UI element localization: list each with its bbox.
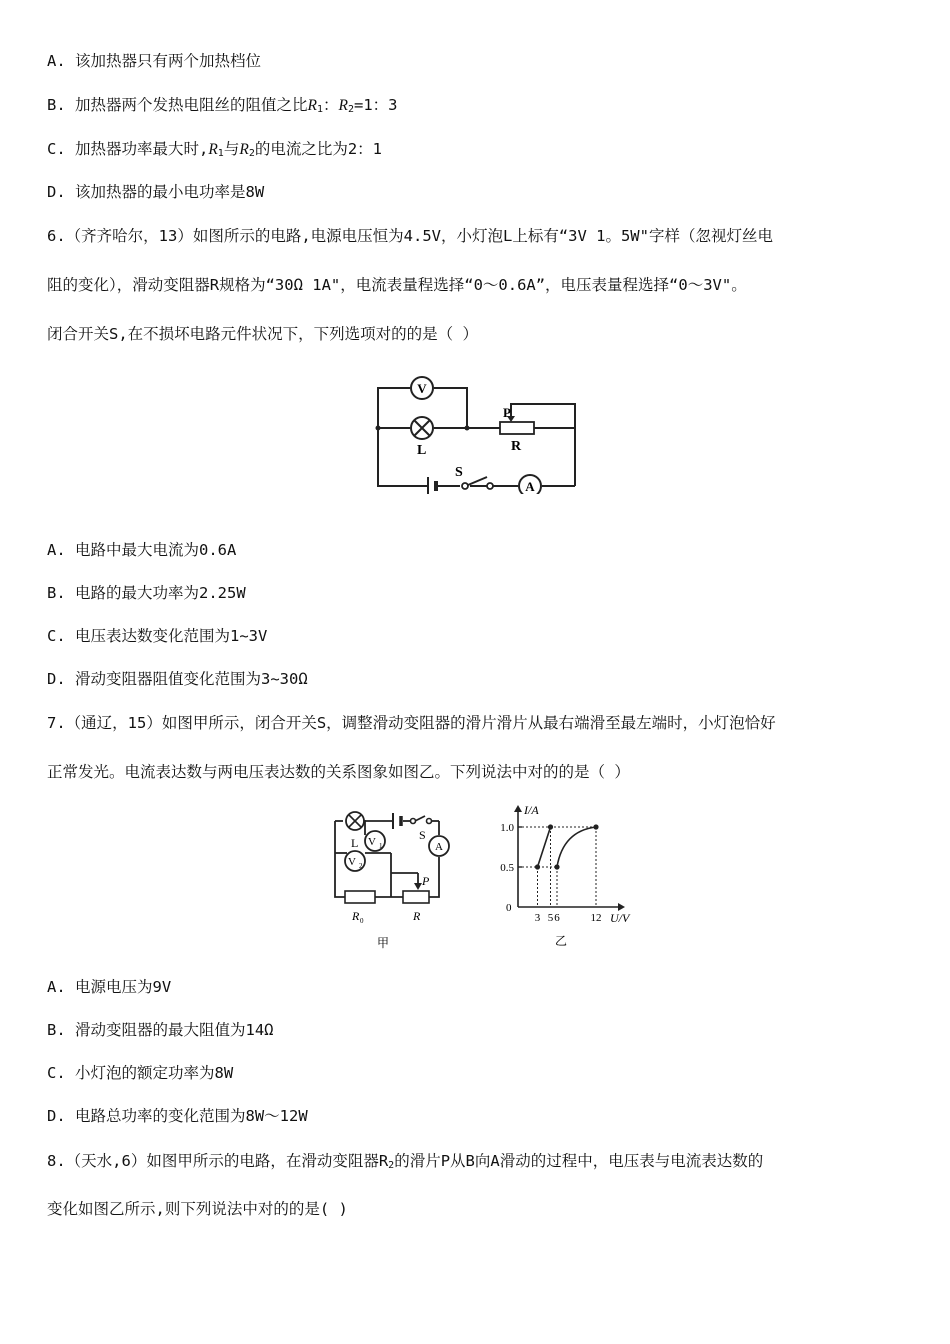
q5-c-and: 与 bbox=[223, 140, 240, 158]
q7-switch-label: S bbox=[419, 828, 426, 842]
q7-v1-label: V bbox=[368, 836, 376, 848]
q7-graph-point bbox=[593, 824, 598, 829]
q7-option-c: C. 小灯泡的额定功率为8W bbox=[47, 1064, 234, 1082]
q6-slider-label: P bbox=[503, 405, 511, 420]
q5-option-d: D. 该加热器的最小电功率是8W bbox=[47, 183, 265, 201]
q6-stem-line3: 闭合开关S,在不损坏电路元件状况下，下列选项对的的是（ ） bbox=[47, 325, 478, 343]
q7-graph-ytick-label: 0.5 bbox=[500, 862, 514, 874]
q8-stem-line2: 变化如图乙所示,则下列说法中对的的是( ) bbox=[47, 1200, 348, 1218]
q5-b-r2: R bbox=[338, 97, 348, 114]
q6-switch-label: S bbox=[455, 465, 463, 480]
q6-lamp-label: L bbox=[417, 443, 427, 458]
q7-r0-sub: 0 bbox=[360, 917, 364, 925]
q6-option-a: A. 电路中最大电流为0.6A bbox=[47, 541, 237, 559]
q7-option-d: D. 电路总功率的变化范围为8W～12W bbox=[47, 1107, 308, 1125]
q6-stem-line2: 阻的变化），滑动变阻器R规格为“30Ω 1A"，电流表量程选择“0～0.6A”，电压表量程选择“0～3V"。 bbox=[47, 276, 747, 294]
q7-caption-yi: 乙 bbox=[555, 934, 568, 948]
q6-stem-line1: 6.（齐齐哈尔，13）如图所示的电路,电源电压恒为4.5V，小灯泡L上标有“3V 1。5W"字样（忽视灯丝电 bbox=[47, 227, 773, 245]
q5-c-r1: R bbox=[208, 141, 218, 158]
svg-text:V bbox=[348, 856, 356, 868]
q5-c-text: C. 加热器功率最大时, bbox=[47, 140, 209, 158]
q6-circuit-figure bbox=[370, 372, 582, 494]
q5-b-ratio: =1：3 bbox=[354, 96, 398, 114]
q8-stem-line1 bbox=[47, 1151, 763, 1176]
q7-graph-series-2 bbox=[557, 827, 596, 867]
q7-graph-xtick-label: 3 bbox=[534, 912, 541, 924]
q7-caption-jia: 甲 bbox=[377, 936, 390, 950]
q7-slider-label: P bbox=[422, 874, 430, 888]
q7-graph-xlabel: U/V bbox=[610, 911, 630, 925]
q5-c-r2: R bbox=[239, 141, 249, 158]
q5-c-r2-sub: 2 bbox=[248, 148, 255, 159]
q7-option-b: B. 滑动变阻器的最大阻值为14Ω bbox=[47, 1021, 274, 1039]
q5-b-r2-sub: 2 bbox=[347, 104, 355, 115]
q5-b-text: B. 加热器两个发热电阻丝的阻值之比 bbox=[47, 96, 308, 114]
q7-graph-point bbox=[535, 864, 540, 869]
q6-voltmeter-label: V bbox=[417, 381, 427, 396]
q7-graph-ytick-label: 1.0 bbox=[500, 822, 514, 834]
q6-option-b: B. 电路的最大功率为2.25W bbox=[47, 584, 246, 602]
q7-r0-label: R bbox=[352, 909, 360, 923]
q7-graph-point bbox=[554, 864, 559, 869]
q7-v2-label: V bbox=[348, 856, 356, 868]
q7-graph-xtick-label: 5 bbox=[547, 912, 554, 924]
q7-iu-graph bbox=[488, 800, 638, 950]
q7-graph-series-1 bbox=[538, 827, 551, 867]
q5-b-colon: ： bbox=[323, 96, 339, 114]
q8-stem-text-b: 的滑片P从B向A滑动的过程中，电压表与电流表达数的 bbox=[394, 1152, 764, 1170]
svg-text:V bbox=[368, 836, 376, 848]
q7-graph-ylabel: I/A bbox=[524, 803, 539, 817]
q7-v2-sub: 2 bbox=[359, 862, 363, 870]
q7-stem-line1: 7.（通辽，15）如图甲所示，闭合开关S，调整滑动变阻器的滑片滑片从最右端滑至最左端时，小灯泡恰好 bbox=[47, 714, 776, 732]
q5-option-c bbox=[47, 139, 382, 164]
svg-text:R bbox=[351, 909, 360, 923]
q8-r2-sub: 2 bbox=[388, 1160, 395, 1171]
q7-graph-xtick-label: 12 bbox=[590, 912, 602, 924]
q7-stem-line2: 正常发光。电流表达数与两电压表达数的关系图象如图乙。下列说法中对的的是（ ） bbox=[47, 763, 630, 781]
q7-graph-origin: 0 bbox=[506, 902, 512, 914]
q5-b-r1: R bbox=[307, 97, 317, 114]
q6-option-c: C. 电压表达数变化范围为1~3V bbox=[47, 627, 268, 645]
q7-rheostat-label: R bbox=[413, 909, 421, 923]
q7-graph-xtick-label: 6 bbox=[554, 912, 560, 924]
q7-v1-sub: 1 bbox=[379, 842, 383, 850]
q7-ammeter-label: A bbox=[435, 841, 443, 853]
q5-option-b bbox=[47, 95, 398, 120]
q5-c-ratio: 的电流之比为2：1 bbox=[254, 140, 383, 158]
q7-option-a: A. 电源电压为9V bbox=[47, 978, 172, 996]
q7-graph-point bbox=[548, 824, 553, 829]
q5-c-r1-sub: 1 bbox=[217, 148, 224, 159]
q6-rheostat-label: R bbox=[511, 439, 522, 454]
q7-circuit-figure-jia bbox=[325, 805, 465, 955]
q5-option-a: A. 该加热器只有两个加热档位 bbox=[47, 52, 261, 70]
q8-stem-text-a: 8.（天水,6）如图甲所示的电路，在滑动变阻器R bbox=[47, 1152, 389, 1170]
q7-lamp-label: L bbox=[351, 836, 359, 850]
q6-option-d: D. 滑动变阻器阻值变化范围为3~30Ω bbox=[47, 670, 308, 688]
q5-b-r1-sub: 1 bbox=[316, 104, 323, 115]
q6-ammeter-label: A bbox=[525, 479, 535, 494]
